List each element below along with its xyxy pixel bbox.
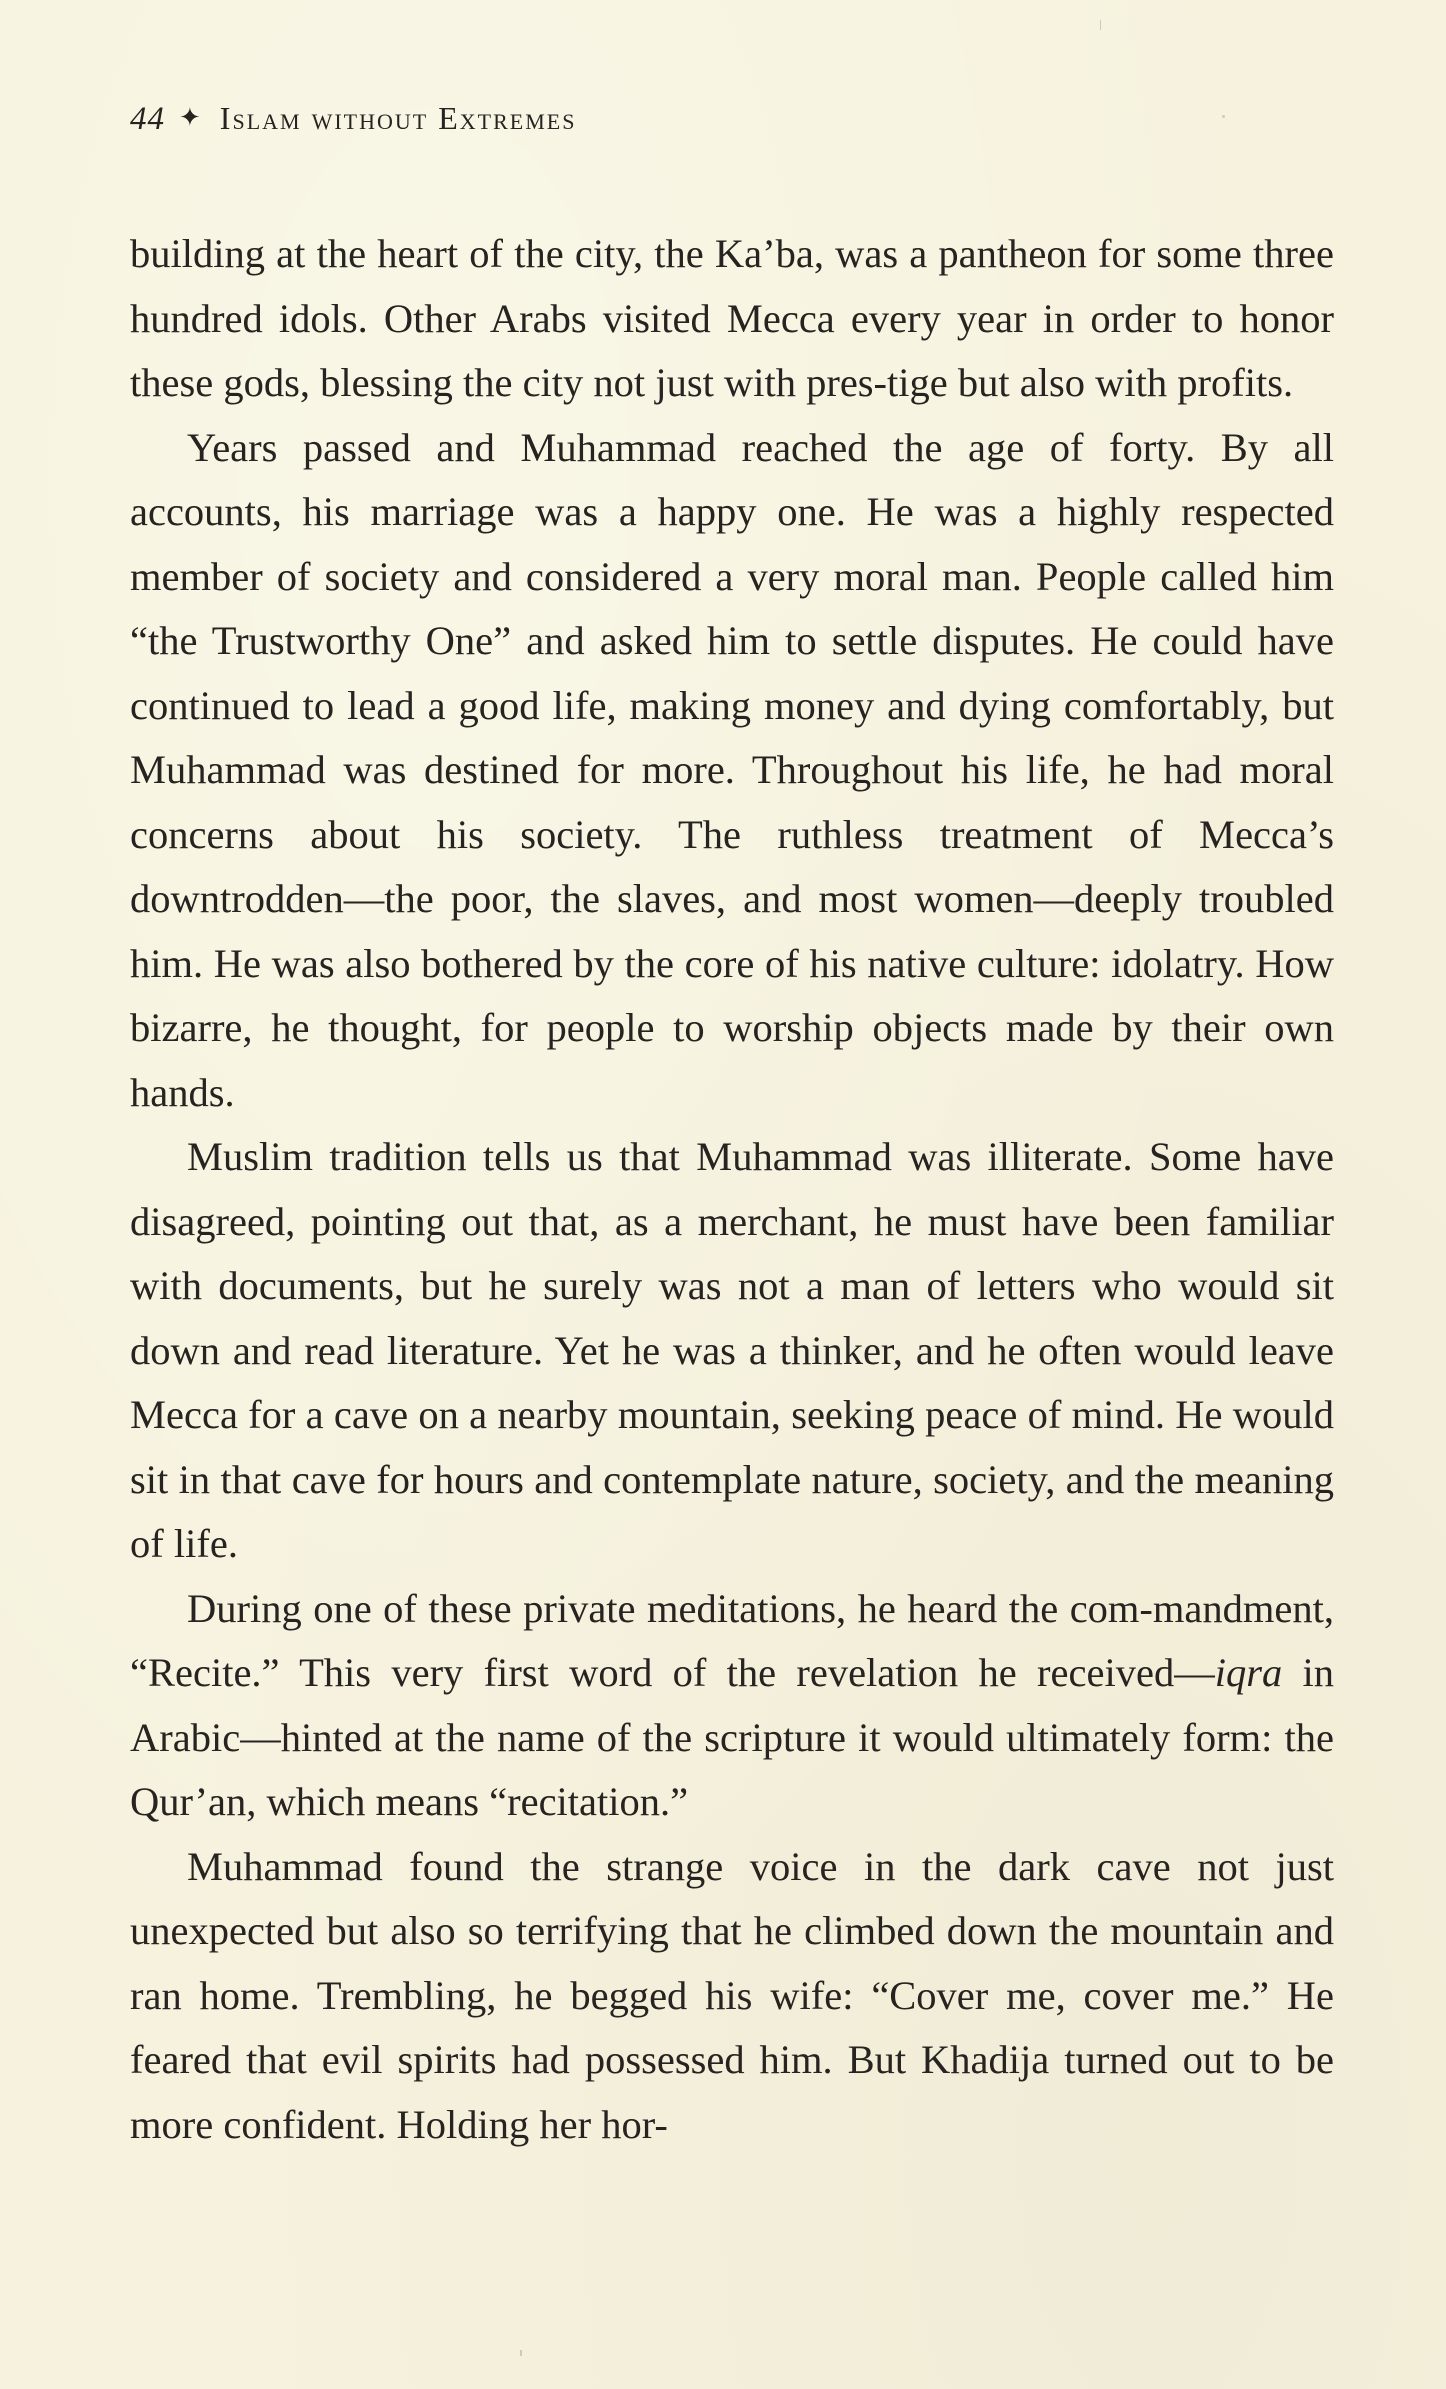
paper-speck [1222,115,1225,118]
running-header [130,96,576,140]
paragraph-4-end: in Arabic—hinted at the name of the scripture it would ultimately form: the Qur’an, which means “recitation.” [130,1650,1334,1824]
ornament-icon: ✦ [179,103,202,132]
paper-speck [520,2350,522,2356]
paper-speck [1100,20,1101,30]
running-title: Islam without Extremes [219,100,577,136]
paragraph-4-start: During one of these private meditations, he heard the com-mandment, “Recite.” This very first word of the revelation he received— [130,1585,1334,1695]
paragraph-4 [130,1577,1334,1835]
body-text [130,222,1334,2157]
arabic-word-iqra: iqra [1214,1650,1283,1695]
page-number: 44 [130,101,165,137]
paragraph-3: Muslim tradition tells us that Muhammad was illiterate. Some have disagreed, pointing out that, as a merchant, he must have been familiar with documents, but he surely was not a man of letters who would sit down and read literature. Yet he was a thinker, and he often would leave Mecca for a cave on a nearby mountain, seeking peace of mind. He would sit in that cave for hours and contemplate nature, society, and the meaning of life. [130,1134,1334,1566]
paragraph-1: building at the heart of the city, the Ka’ba, was a pantheon for some three hundred idols. Other Arabs visited Mecca every year in order to honor these gods, blessing the city not just with pres-tige but also with profits. [130,231,1334,405]
paragraph-5: Muhammad found the strange voice in the dark cave not just unexpected but also so terrifying that he climbed down the mountain and ran home. Trembling, he begged his wife: “Cover me, cover me.” He feared that evil spirits had possessed him. But Khadija turned out to be more confident. Holding her hor- [130,1843,1334,2147]
paragraph-2: Years passed and Muhammad reached the age of forty. By all accounts, his marriage was a happy one. He was a highly respected member of society and considered a very moral man. People called him “the Trustworthy One” and asked him to settle disputes. He could have continued to lead a good life, making money and dying comfortably, but Muhammad was destined for more. Throughout his life, he had moral concerns about his society. The ruthless treatment of Mecca’s downtrodden—the poor, the slaves, and most women—deeply troubled him. He was also bothered by the core of his native culture: idolatry. How bizarre, he thought, for people to worship objects made by their own hands. [130,424,1334,1115]
